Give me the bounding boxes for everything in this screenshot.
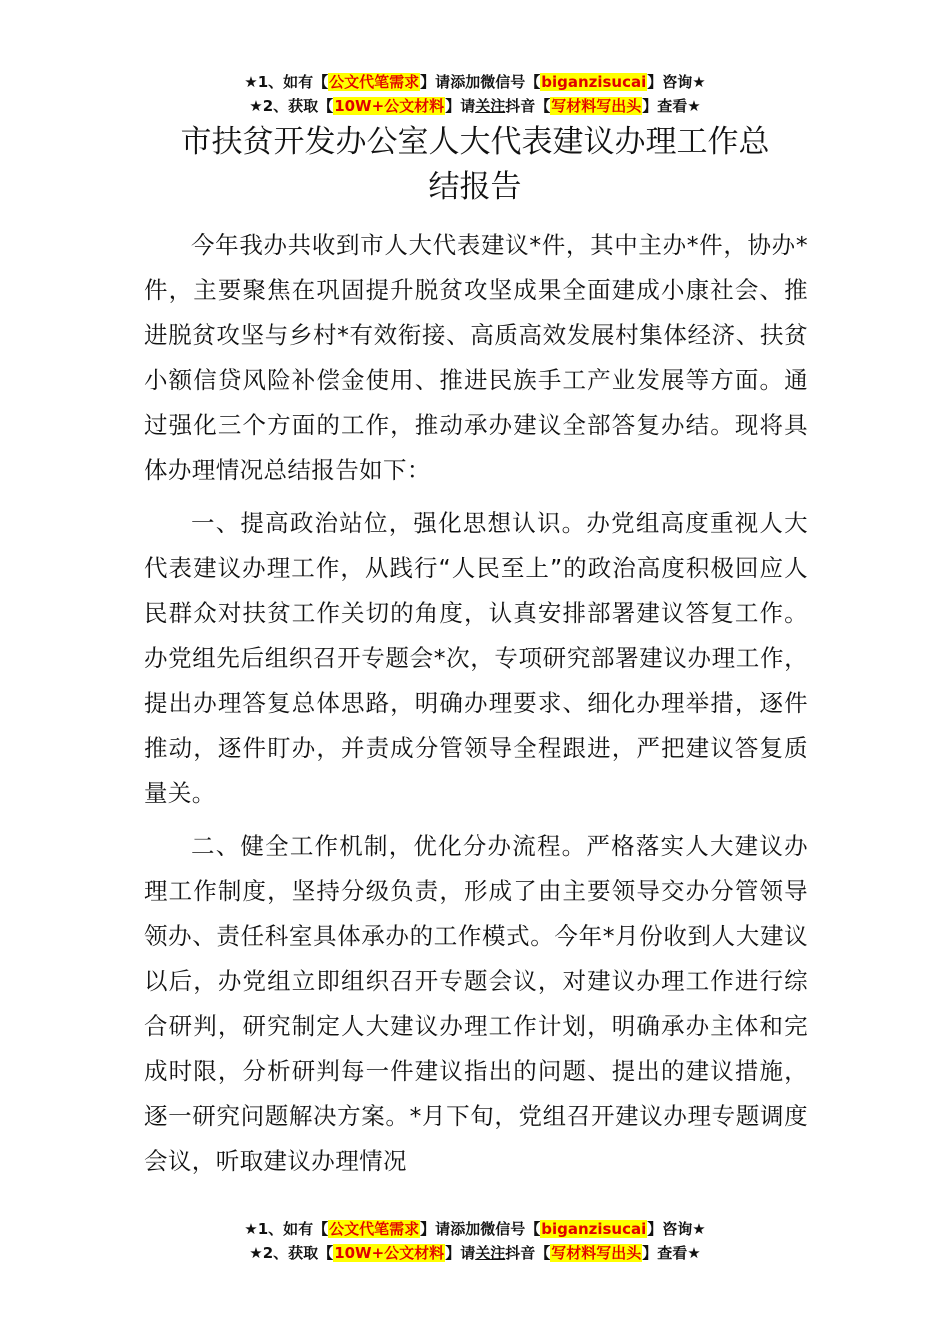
footer-line-2-text-2: 抖音【 bbox=[505, 1244, 551, 1262]
footer-highlight-materials: 10W+公文材料 bbox=[334, 1244, 445, 1262]
header-highlight-douyin-id: 写材料写出头 bbox=[551, 97, 642, 115]
header-line-1-text-2: 微信号【 bbox=[480, 73, 541, 91]
header-highlight-service: 公文代笔需求 bbox=[329, 73, 420, 91]
paragraph-section-2: 二、健全工作机制，优化分办流程。严格落实人大建议办理工作制度，坚持分级负责，形成了由主要领导交办分管领导领办、责任科室具体承办的工作模式。今年*月份收到人大建议以后，办党组立即组织召开专题会议，对建议办理工作进行综合研判，研究制定人大建议办理工作计划，明确承办主体和完成时限，分析研判每一件建议指出的问题、提出的建议措施，逐一研究问题解决方案。*月下旬，党组召开建议办理专题调度会议，听取建议办理情况 bbox=[144, 832, 808, 1175]
document-title-line-1: 市扶贫开发办公室人大代表建议办理工作总 bbox=[180, 124, 770, 160]
header-line-2-suffix: 】查看★ bbox=[642, 97, 701, 115]
footer-line-2-suffix: 】查看★ bbox=[642, 1244, 701, 1262]
footer-line-2-text: 】请 bbox=[445, 1244, 476, 1262]
footer-line-1-suffix: 】咨询★ bbox=[647, 1220, 706, 1238]
footer-line-2-prefix: ★2、获取【 bbox=[249, 1244, 334, 1262]
header-line-1-prefix: ★1、如有【 bbox=[244, 73, 329, 91]
footer-line-2 bbox=[0, 1241, 950, 1265]
footer-line-1 bbox=[0, 1217, 950, 1241]
header-banner bbox=[0, 70, 950, 118]
footer-line-1-text-2: 微信号【 bbox=[480, 1220, 541, 1238]
header-line-1-text: 】请 bbox=[420, 73, 451, 91]
footer-highlight-service: 公文代笔需求 bbox=[329, 1220, 420, 1238]
footer-highlight-wechat-id: biganzisucai bbox=[541, 1220, 647, 1238]
header-line-2-text: 】请 bbox=[445, 97, 476, 115]
footer-line-1-text: 】请 bbox=[420, 1220, 451, 1238]
header-emphasis-follow: 关注 bbox=[475, 97, 506, 115]
header-line-1 bbox=[0, 70, 950, 94]
footer-banner bbox=[0, 1217, 950, 1265]
footer-highlight-douyin-id: 写材料写出头 bbox=[551, 1244, 642, 1262]
header-line-2-text-2: 抖音【 bbox=[505, 97, 551, 115]
document-body bbox=[144, 223, 808, 1192]
footer-emphasis-follow: 关注 bbox=[475, 1244, 506, 1262]
document-title bbox=[140, 120, 810, 210]
paragraph-intro: 今年我办共收到市人大代表建议*件，其中主办*件，协办*件，主要聚焦在巩固提升脱贫攻坚成果全面建成小康社会、推进脱贫攻坚与乡村*有效衔接、高质高效发展村集体经济、扶贫小额信贷风险补偿金使用、推进民族手工产业发展等方面。通过强化三个方面的工作，推动承办建议全部答复办结。现将具体办理情况总结报告如下： bbox=[144, 231, 808, 484]
header-highlight-wechat-id: biganzisucai bbox=[541, 73, 647, 91]
footer-emphasis-add: 添加 bbox=[450, 1220, 481, 1238]
header-line-2-prefix: ★2、获取【 bbox=[249, 97, 334, 115]
footer-line-1-prefix: ★1、如有【 bbox=[244, 1220, 329, 1238]
header-line-1-suffix: 】咨询★ bbox=[647, 73, 706, 91]
document-title-line-2: 结报告 bbox=[428, 169, 522, 205]
header-emphasis-add: 添加 bbox=[450, 73, 481, 91]
header-line-2 bbox=[0, 94, 950, 118]
header-highlight-materials: 10W+公文材料 bbox=[334, 97, 445, 115]
paragraph-section-1: 一、提高政治站位，强化思想认识。办党组高度重视人大代表建议办理工作，从践行“人民至上”的政治高度积极回应人民群众对扶贫工作关切的角度，认真安排部署建议答复工作。办党组先后组织召开专题会*次，专项研究部署建议办理工作，提出办理答复总体思路，明确办理要求、细化办理举措，逐件推动，逐件盯办，并责成分管领导全程跟进，严把建议答复质量关。 bbox=[144, 509, 808, 807]
